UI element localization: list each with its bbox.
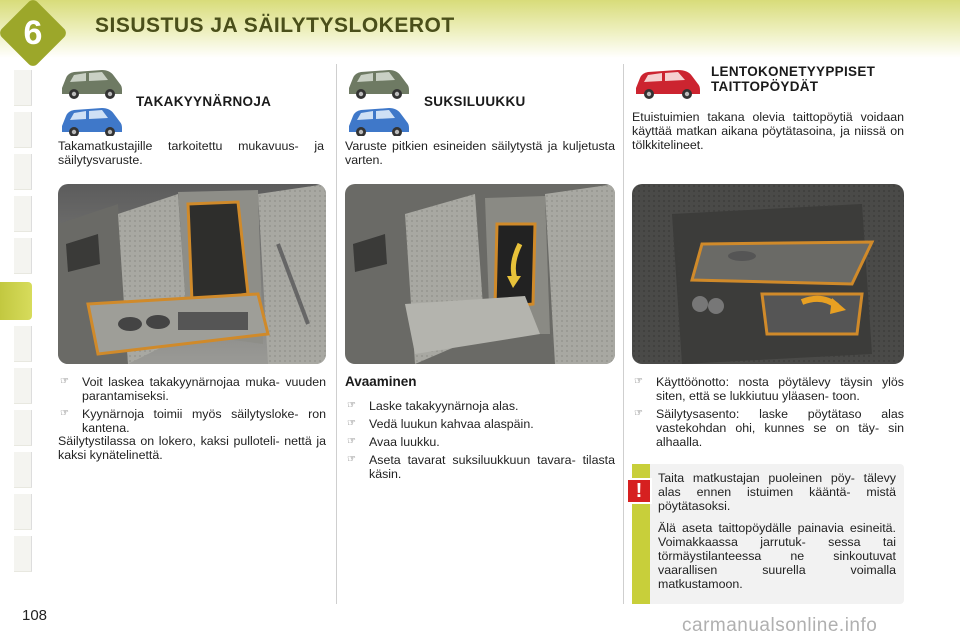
page-title: SISUSTUS JA SÄILYTYSLOKEROT [95, 14, 455, 37]
chapter-tab[interactable] [14, 326, 32, 362]
chapter-tab-active[interactable] [0, 282, 32, 320]
pointing-hand-icon: ☞ [347, 454, 356, 465]
chapter-tab[interactable] [14, 452, 32, 488]
intro-text: Takamatkustajille tarkoitettu mukavuus- ja säilytysvaruste. [58, 139, 324, 167]
pointing-hand-icon: ☞ [634, 408, 643, 419]
list-item: ☞ Säilytysasento: laske pöytätaso alas vastekohdan ohi, kunnes se on täy- sin alhaalla. [634, 407, 904, 449]
section-title-ski-hatch: SUKSILUUKKU [424, 94, 526, 109]
pointing-hand-icon: ☞ [347, 400, 356, 411]
pointing-hand-icon: ☞ [634, 376, 643, 387]
car-icons [632, 64, 704, 105]
list-item: ☞ Avaa luukku. [347, 435, 440, 449]
ski-hatch-photo [345, 184, 615, 364]
opening-steps [345, 399, 615, 485]
list-item: ☞ Voit laskea takakyynärnojaa muka- vuuden parantamiseksi. [60, 375, 326, 403]
list-item: ☞ Laske takakyynärnoja alas. [347, 399, 519, 413]
list-item: ☞ Kyynärnoja toimii myös säilytysloke- ron kantena. [60, 407, 326, 435]
intro-text: Etuistuimien takana olevia taittopöytiä voidaan käyttää matkan aikana pöytätasoina, ja niissä on tölkkitelineet. [632, 110, 904, 152]
car-green-icon [62, 70, 122, 99]
chapter-tabs [0, 64, 32, 574]
car-icons [345, 64, 413, 141]
pointing-hand-icon: ☞ [60, 376, 69, 387]
car-model-icons [58, 64, 126, 136]
warning-text-2: Älä aseta taittopöydälle painavia esineitä. Voimakkaassa jarrutuk- sessa tai törmäystilanteessa ne sinkoutuvat vaarallisen suurella voimalla matkustamoon. [658, 521, 896, 591]
chapter-tab[interactable] [14, 494, 32, 530]
car-green-icon [349, 70, 409, 99]
car-blue-icon [62, 108, 122, 136]
warning-text-1: Taita matkustajan puoleinen pöy- tälevy alas ennen istuimen kääntä- mistä pöytätasoksi. [658, 471, 896, 513]
intro-text: Varuste pitkien esineiden säilytystä ja kuljetusta varten. [345, 139, 615, 167]
pointing-hand-icon: ☞ [347, 436, 356, 447]
storage-note: Säilytystilassa on lokero, kaksi pulloteli- nettä ja kaksi kynätelinettä. [58, 434, 326, 462]
column-divider [623, 64, 624, 604]
car-model-icons [345, 64, 413, 136]
section-title-tables: LENTOKONETYYPPISET TAITTOPÖYDÄT [711, 64, 876, 94]
chapter-tab[interactable] [14, 196, 32, 232]
pointing-hand-icon: ☞ [60, 408, 69, 419]
chapter-tab[interactable] [14, 70, 32, 106]
page-number: 108 [22, 607, 48, 624]
opening-heading: Avaaminen [345, 374, 417, 389]
table-bullets [632, 375, 904, 453]
list-item: ☞ Vedä luukun kahvaa alaspäin. [347, 417, 534, 431]
chapter-tab[interactable] [14, 368, 32, 404]
list-item: ☞ Aseta tavarat suksiluukkuun tavara- tilasta käsin. [347, 453, 615, 481]
car-icons [58, 64, 126, 141]
armrest-photo [58, 184, 326, 364]
section-title-armrest: TAKAKYYNÄRNOJA [136, 94, 272, 109]
chapter-tab[interactable] [14, 238, 32, 274]
folding-table-photo [632, 184, 904, 364]
armrest-bullets [58, 375, 326, 439]
chapter-tab[interactable] [14, 410, 32, 446]
chapter-tab[interactable] [14, 154, 32, 190]
warning-icon: ! [626, 478, 652, 504]
pointing-hand-icon: ☞ [347, 418, 356, 429]
chapter-tab[interactable] [14, 112, 32, 148]
chapter-number: 6 [23, 13, 43, 52]
column-divider [336, 64, 337, 604]
chapter-tab[interactable] [14, 536, 32, 572]
watermark: carmanualsonline.info [682, 615, 878, 636]
car-red-icon [632, 64, 704, 100]
list-item: ☞ Käyttöönotto: nosta pöytälevy täysin ylös siten, että se lukkiutuu yläasen- toon. [634, 375, 904, 403]
car-blue-icon [349, 108, 409, 136]
